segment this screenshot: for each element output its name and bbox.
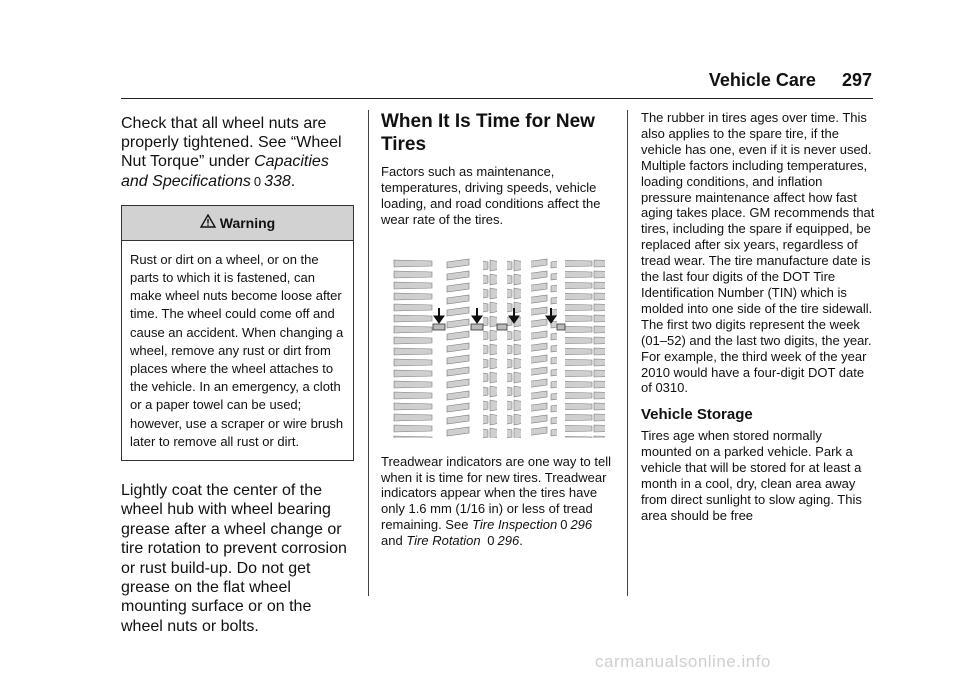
warning-box — [121, 205, 354, 461]
column-divider-1 — [368, 110, 369, 596]
column-1 — [121, 114, 354, 636]
treadwear-bar — [557, 324, 565, 330]
vehicle-storage-heading: Vehicle Storage — [641, 406, 753, 424]
grease-paragraph: Lightly coat the center of the wheel hub with wheel bearing grease after a wheel change or tire rotation to prevent corrosion or rust build-up. Do not get grease on the flat wheel mounting surface or on the wheel nuts or bolts. — [121, 482, 347, 635]
treadwear-bar — [433, 324, 445, 330]
warning-header — [122, 206, 353, 241]
warning-title: Warning — [219, 214, 276, 231]
treadwear-illustration — [393, 258, 605, 438]
tread-rib-right — [565, 258, 605, 438]
capacities-link[interactable]: Capacities and Specifications — [121, 153, 329, 190]
wheel-nut-paragraph: Check that all wheel nuts are properly tightened. See “Wheel Nut Torque” under Capacities and Specifications 0 338. — [121, 115, 342, 190]
column-2 — [381, 110, 616, 549]
tread-rib-center-left — [483, 258, 497, 438]
new-tires-heading: When It Is Time for New Tires — [381, 111, 595, 155]
treadwear-bar — [497, 324, 507, 330]
tire-aging-paragraph: The rubber in tires ages over time. This also applies to the spare tire, if the vehicle has one, even if it is never used. Multiple factors including temperatures, loading conditions, and inflation pressure maintenance affect how fast aging takes place. GM recommends that tires, including the spare if equipped, be replaced after six years, regardless of tread wear. The tire manufacture date is the last four digits of the DOT Tire Identification Number (TIN) which is molded into one side of the tire sidewall. The first two digits represent the week (01–52) and the last two digits, the year. For example, the third week of the year 2010 would have a four-digit DOT date of 0310. — [641, 110, 875, 396]
down-arrow-icon — [472, 308, 482, 323]
wear-factors-paragraph: Factors such as maintenance, temperatures, driving speeds, vehicle loading, and road conditions affect the wear rate of the tires. — [381, 164, 601, 227]
page-ref-symbol: 0 — [560, 517, 568, 533]
down-arrow-icon — [434, 308, 444, 323]
tire-rotation-link[interactable]: Tire Rotation — [406, 533, 481, 549]
column-3 — [641, 110, 875, 524]
tread-rib-left-middle — [445, 258, 471, 438]
watermark: carmanualsonline.info — [595, 652, 771, 671]
page-number: 297 — [841, 70, 872, 90]
page-ref-symbol: 0 — [253, 173, 262, 189]
vehicle-storage-paragraph: Tires age when stored normally mounted on a parked vehicle. Park a vehicle that will be stored for at least a month in a cool, dry, clean area away from direct sunlight to slow aging. This area should be free — [641, 428, 862, 523]
tire-inspection-link[interactable]: Tire Inspection — [472, 517, 558, 533]
warning-triangle-icon — [200, 214, 216, 232]
treadwear-bar — [471, 324, 483, 330]
page-ref-338[interactable]: 338 — [264, 172, 291, 190]
tread-rib-center-right — [507, 258, 521, 438]
treadwear-paragraph: Treadwear indicators are one way to tell when it is time for new tires. Treadwear indicators appear when the tires have only 1.6 mm (1/16 in) or less of tread remaining. See Tire Inspection 0 296 and Tire Rotation 0 296. — [381, 453, 612, 549]
section-title: Vehicle Care — [708, 70, 816, 90]
column-divider-2 — [627, 110, 628, 596]
page-ref-symbol: 0 — [487, 533, 495, 549]
warning-text: Rust or dirt on a wheel, or on the parts to which it is fastened, can make wheel nuts become loose after time. The wheel could come off and cause an accident. When changing a wheel, remove any rust or dirt from places where the wheel attaches to the vehicle. In an emergency, a cloth or a paper towel can be used; however, use a scraper or wire brush later to remove all rust or dirt. — [130, 251, 344, 449]
header-rule — [121, 98, 873, 99]
tread-rib-right-middle — [531, 258, 557, 438]
page-ref-296[interactable]: 296 — [570, 517, 593, 533]
page-ref-296[interactable]: 296 — [497, 533, 520, 549]
page-header — [709, 70, 872, 91]
tread-rib-left — [393, 258, 433, 438]
